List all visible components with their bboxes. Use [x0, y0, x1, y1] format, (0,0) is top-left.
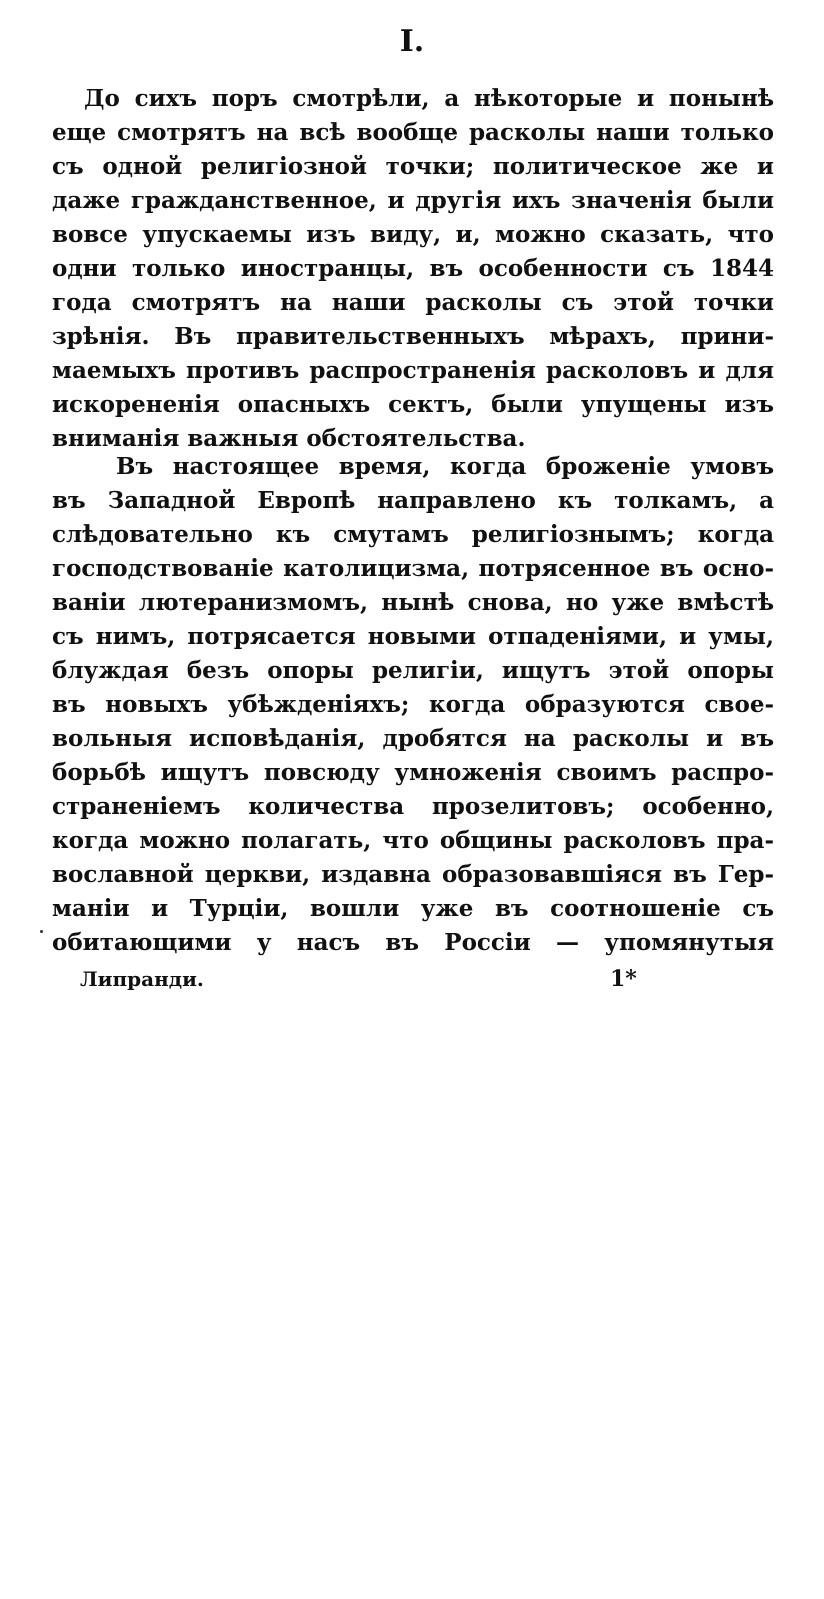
text-line: вольныя исповѣданiя, дробятся на расколы и въ	[52, 725, 774, 752]
text-line: маемыхъ противъ распространенiя расколовъ и для	[52, 357, 774, 384]
text-line: борьбѣ ищутъ повсюду умноженiя своимъ распро-	[52, 759, 774, 786]
text-line: въ Западной Европѣ направлено къ толкамъ, а	[52, 487, 774, 514]
text-line: ванiи лютеранизмомъ, нынѣ снова, но уже вмѣстѣ	[52, 589, 774, 616]
footer-signature: Липранди.	[80, 967, 204, 991]
text-line: обитающими у насъ въ Россiи — упомянутыя	[52, 929, 774, 956]
page-footer	[80, 962, 660, 996]
text-line: блуждая безъ опоры религiи, ищутъ этой опоры	[52, 657, 774, 684]
text-line: манiи и Турцiи, вошли уже въ соотношенiе съ	[52, 895, 774, 922]
text-line: вниманiя важныя обстоятельства.	[52, 425, 526, 452]
text-line: еще смотрятъ на всѣ вообще расколы наши только	[52, 119, 774, 146]
text-line: До сихъ поръ смотрѣли, а нѣкоторые и понынѣ	[84, 85, 774, 112]
text-line: господствованiе католицизма, потрясенное въ осно-	[52, 555, 774, 582]
text-line: Въ настоящее время, когда броженiе умовъ	[116, 453, 774, 480]
chapter-heading: I.	[399, 24, 425, 59]
margin-mark	[40, 930, 43, 933]
text-line: вовсе упускаемы изъ виду, и, можно сказать, что	[52, 221, 774, 248]
text-line: слѣдовательно къ смутамъ религiознымъ; когда	[52, 521, 774, 548]
paragraph-2	[52, 450, 774, 960]
text-line: когда можно полагать, что общины расколовъ пра-	[52, 827, 774, 854]
text-line: страненiемъ количества прозелитовъ; особенно,	[52, 793, 774, 820]
paragraph-1	[52, 82, 774, 456]
text-line: искорененiя опасныхъ сектъ, были упущены изъ	[52, 391, 774, 418]
text-line: въ новыхъ убѣжденiяхъ; когда образуются свое-	[52, 691, 774, 718]
text-line: вославной церкви, издавна образовавшiяся въ Гер-	[52, 861, 774, 888]
text-line: даже гражданственное, и другiя ихъ значенiя были	[52, 187, 774, 214]
text-line: съ нимъ, потрясается новыми отпаденiями, и умы,	[52, 623, 774, 650]
text-line: зрѣнiя. Въ правительственныхъ мѣрахъ, прини-	[52, 323, 774, 350]
text-line: съ одной религiозной точки; политическое же и	[52, 153, 774, 180]
sheet-signature-mark: 1*	[610, 966, 637, 992]
text-line: года смотрятъ на наши расколы съ этой точки	[52, 289, 774, 316]
text-line: одни только иностранцы, въ особенности съ 1844	[52, 255, 774, 282]
